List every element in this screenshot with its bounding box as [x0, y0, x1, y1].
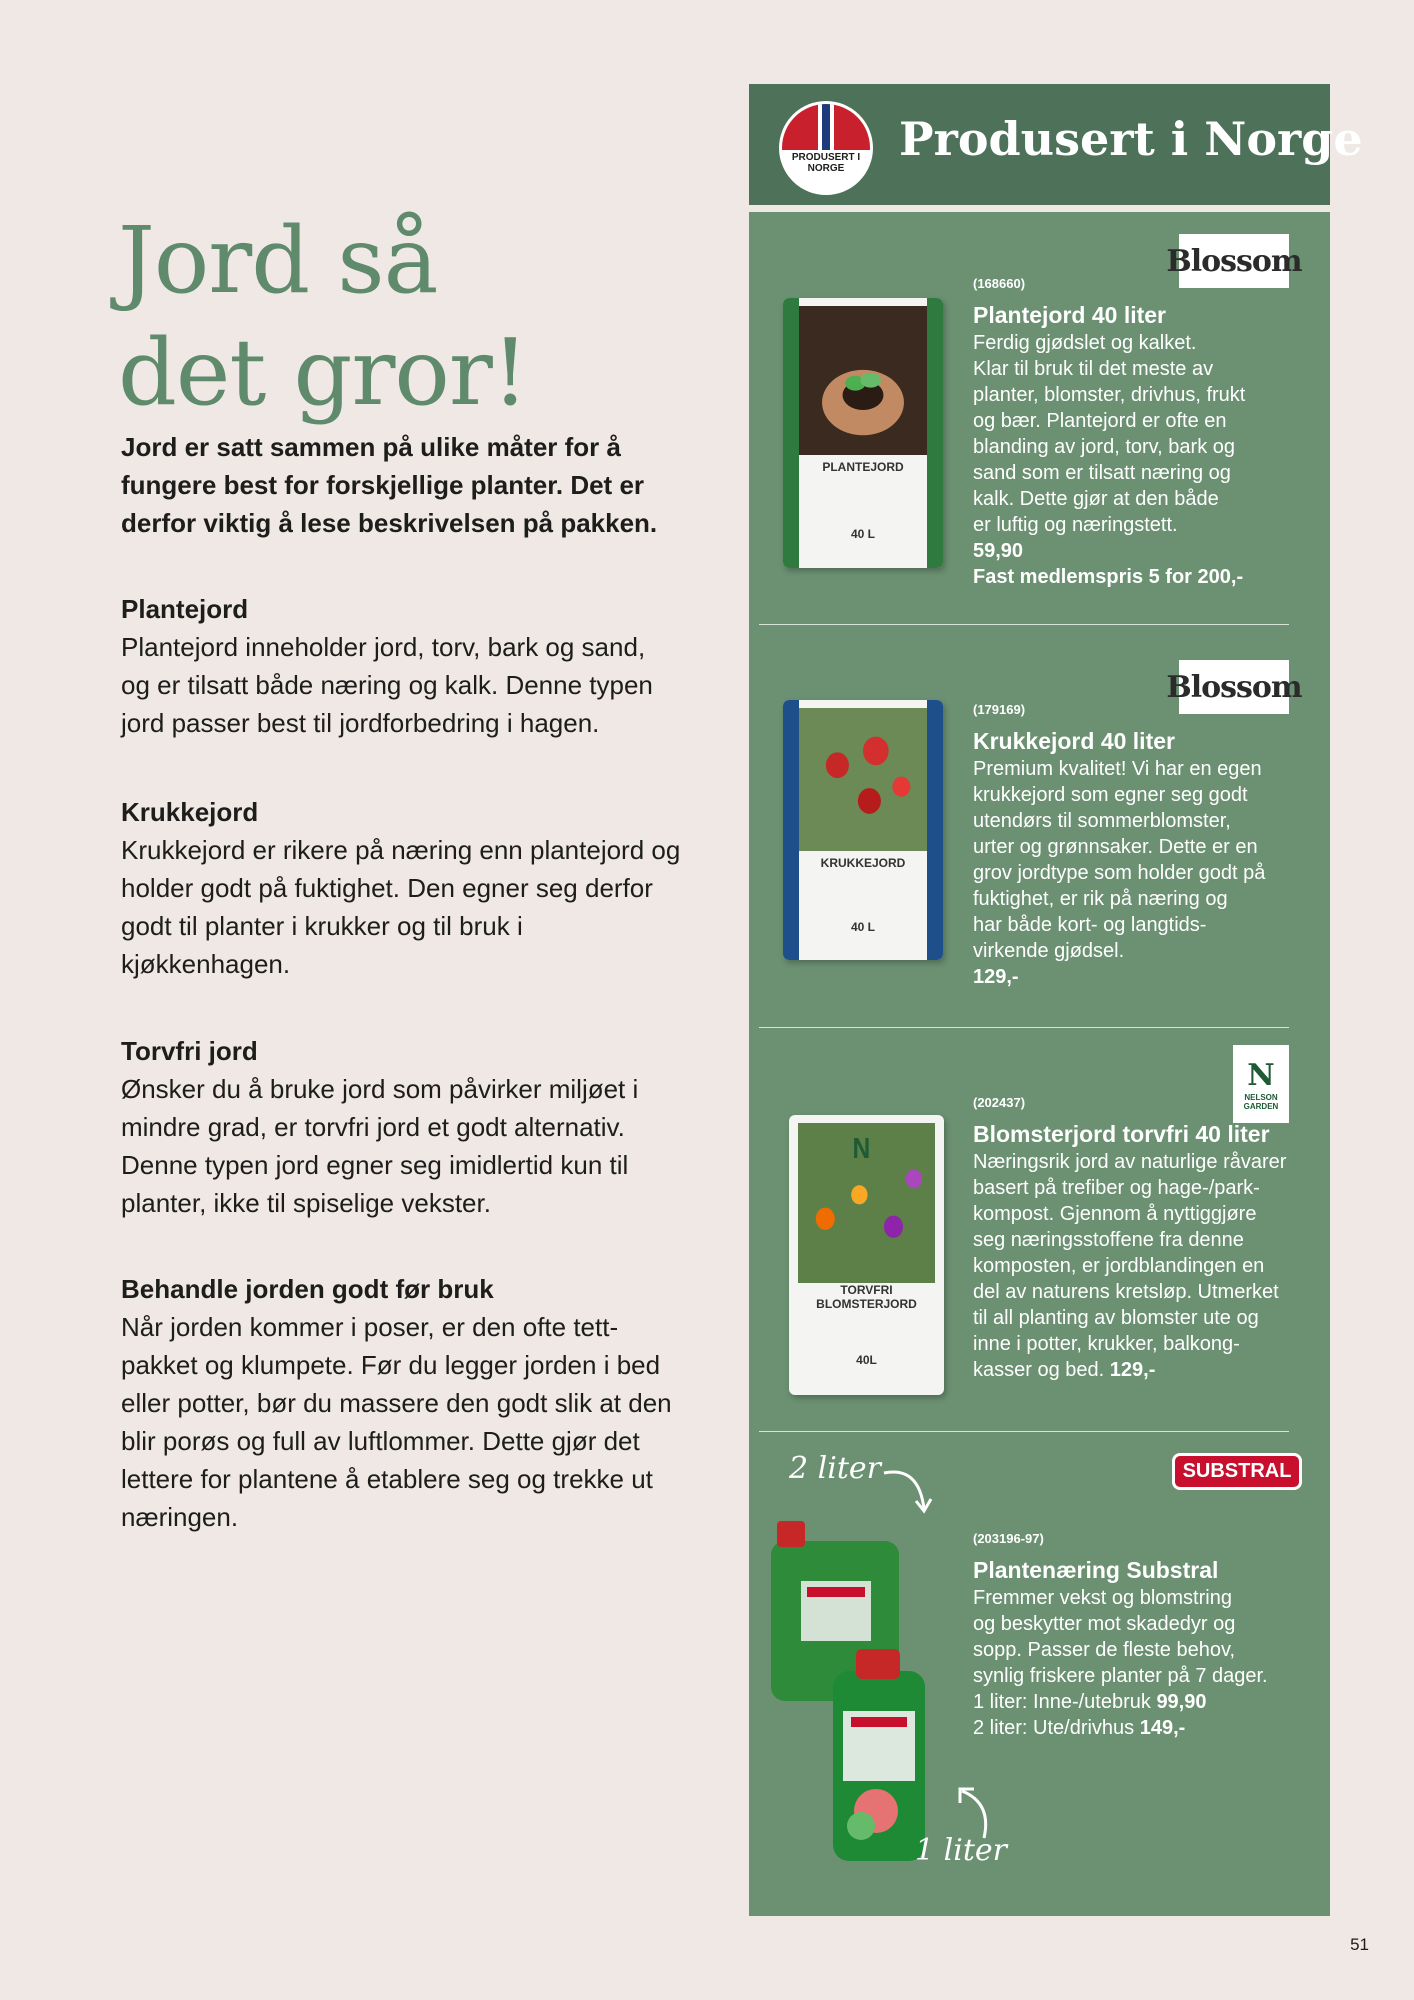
divider — [759, 1027, 1289, 1028]
product-description: Premium kvalitet! Vi har en egen krukkejord som egner seg godt utendørs til sommerblomster, urter og grønnsaker. Dette er en grov jordtype som holder godt på fuktighet, er rik på næring og har både kort- og langtids- virkende gjødsel. — [973, 758, 1266, 962]
product-info — [973, 1531, 1318, 1741]
bag-label: KRUKKEJORD — [820, 856, 906, 870]
product-panel — [749, 212, 1330, 1916]
product-name: Plantejord 40 liter — [973, 302, 1167, 328]
product-image — [783, 700, 943, 960]
bag-label: TORVFRI BLOMSTERJORD — [816, 1283, 917, 1311]
brand-logo — [1182, 1449, 1292, 1493]
panel-header — [749, 84, 1363, 205]
product-code: (168660) — [973, 276, 1026, 291]
product-name: Plantenæring Substral — [973, 1557, 1219, 1583]
price-line-value: 99,90 — [1156, 1691, 1207, 1713]
red-flowers-icon — [799, 708, 927, 851]
product-description: Ferdig gjødslet og kalket. Klar til bruk til det meste av planter, blomster, drivhus, frukt og bær. Plantejord er ofte en blanding av jord, torv, bark og sand som er tilsatt næring og kalk. Dette gjør at den både er luftig og næringstett. — [973, 332, 1246, 536]
curved-arrow-icon — [954, 1783, 994, 1843]
page-number: 51 — [1350, 1935, 1369, 1954]
intro-paragraph: Jord er satt sammen på ulike måter for å fungere best for forskjellige planter. Det er derfor viktig å lese beskrivelsen på pakken. — [121, 432, 658, 538]
headline-line-1: Jord så — [118, 207, 438, 314]
label-2-liter: 2 liter — [789, 1451, 881, 1486]
product-image — [783, 298, 943, 568]
section-plantejord — [121, 590, 681, 742]
product-description-text: Næringsrik jord av naturlige råvarer basert på trefiber og hage-/park- kompost. Gjennom å nyttiggjøre seg næringsstoffene fra denne komposten, er jordblandingen en del av naturens kretsløp. Utmerket til all planting av blomster ute og inne i potter, krukker, balkong- kasser og bed. — [973, 1151, 1287, 1381]
price-line-label: 1 liter: Inne-/utebruk — [973, 1691, 1151, 1713]
member-price: Fast medlemspris 5 for 200,- — [973, 566, 1244, 588]
brand-logo-text: SUBSTRAL — [1172, 1453, 1303, 1490]
svg-text:N: N — [852, 1132, 871, 1165]
product-image — [789, 1115, 944, 1395]
divider — [759, 1431, 1289, 1432]
section-body: Når jorden kommer i poser, er den ofte tett-pakket og klumpete. Før du legger jorden i bed eller potter, bør du massere den godt slik at den blir porøs og full av luftlommer. Dette gjør det lettere for plantene å etablere seg og trekke ut næringen. — [121, 1312, 672, 1532]
product-description — [973, 1149, 1318, 1383]
section-torvfri — [121, 1032, 681, 1222]
section-title: Torvfri jord — [121, 1036, 258, 1066]
section-title: Behandle jorden godt før bruk — [121, 1274, 494, 1304]
nelson-n-icon: N — [1247, 1057, 1275, 1093]
page-headline — [118, 205, 678, 429]
bag-volume: 40 L — [850, 920, 875, 934]
label-1-liter: 1 liter — [915, 1833, 1007, 1868]
brand-logo-text: Blossom — [1166, 669, 1302, 705]
bag-volume: 40 L — [850, 527, 875, 541]
substral-bottles-icon — [771, 1521, 941, 1871]
price-line-label: 2 liter: Ute/drivhus — [973, 1717, 1135, 1739]
product-code: (202437) — [973, 1095, 1026, 1110]
product-info — [973, 702, 1318, 990]
garden-flowers-icon — [798, 1123, 934, 1283]
product-price: 59,90 — [973, 540, 1024, 562]
hands-seedling-icon — [799, 306, 927, 455]
bag-volume: 40L — [856, 1353, 877, 1367]
curved-arrow-icon — [879, 1461, 939, 1521]
price-line-1 — [973, 1689, 1318, 1715]
section-title: Plantejord — [121, 594, 249, 624]
product-info — [973, 1092, 1318, 1383]
produsert-i-norge-badge-icon — [779, 101, 873, 195]
product-image — [771, 1521, 941, 1871]
product-price: 129,- — [973, 966, 1019, 988]
badge-text: PRODUSERT I NORGE — [791, 152, 861, 174]
product-info — [973, 276, 1318, 590]
section-behandle — [121, 1270, 681, 1536]
brand-logo-text: Blossom — [1166, 243, 1302, 279]
price-line-2 — [973, 1715, 1318, 1741]
section-title: Krukkejord — [121, 797, 259, 827]
product-code: (179169) — [973, 702, 1026, 717]
section-krukkejord — [121, 793, 681, 983]
divider — [759, 624, 1289, 625]
product-code: (203196-97) — [973, 1531, 1044, 1546]
product-price: 129,- — [1109, 1359, 1156, 1381]
section-body: Krukkejord er rikere på næring enn plantejord og holder godt på fuktighet. Den egner seg derfor godt til planter i krukker og til bruk i kjøkkenhagen. — [121, 835, 681, 979]
brand-logo-text: NELSON GARDEN — [1243, 1092, 1279, 1111]
bag-label: PLANTEJORD — [822, 460, 904, 474]
headline-line-2: det gror! — [118, 319, 528, 426]
price-line-value: 149,- — [1139, 1717, 1186, 1739]
product-name: Krukkejord 40 liter — [973, 728, 1175, 754]
section-body: Ønsker du å bruke jord som påvirker miljøet i mindre grad, er torvfri jord et godt alternativ. Denne typen jord egner seg imidlertid kun til planter, ikke til spiselige vekster. — [121, 1074, 639, 1218]
panel-title: Produsert i Norge — [899, 112, 1363, 166]
product-description: Fremmer vekst og blomstring og beskytter mot skadedyr og sopp. Passer de fleste behov, synlig friskere planter på 7 dager. — [973, 1587, 1268, 1687]
product-name: Blomsterjord torvfri 40 liter — [973, 1121, 1270, 1147]
section-body: Plantejord inneholder jord, torv, bark og sand, og er tilsatt både næring og kalk. Denne typen jord passer best til jordforbedring i hagen. — [121, 632, 653, 738]
